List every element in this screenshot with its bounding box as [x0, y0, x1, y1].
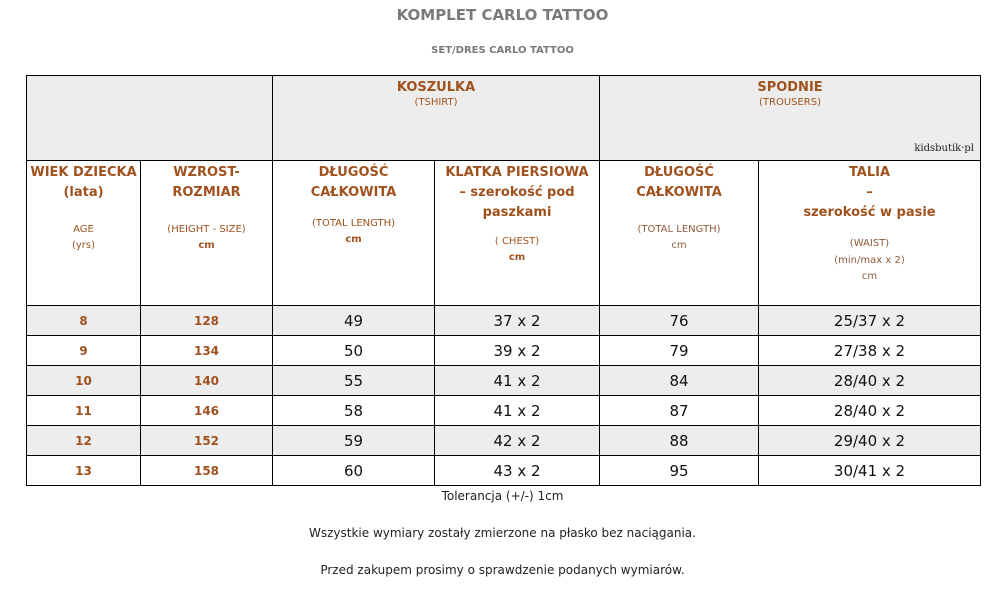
cell-trousers-length: 95 — [600, 456, 759, 486]
cell-waist: 29/40 x 2 — [759, 426, 981, 456]
header-trousers-length-l1: DŁUGOŚĆ — [644, 165, 714, 180]
group-trousers — [600, 76, 981, 161]
table-row — [27, 456, 981, 486]
header-size-unit: cm — [198, 240, 215, 251]
header-chest-l2: – szerokość pod — [459, 185, 575, 200]
cell-tshirt-length: 55 — [273, 366, 435, 396]
group-header-row — [27, 76, 981, 161]
cell-tshirt-length: 59 — [273, 426, 435, 456]
check-note: Przed zakupem prosimy o sprawdzenie podanych wymiarów. — [320, 563, 685, 577]
header-waist-l3: szerokość w pasie — [803, 205, 936, 220]
size-table — [26, 75, 981, 486]
tolerance-note: Tolerancja (+/-) 1cm — [441, 489, 564, 503]
header-trousers-length-l2: CAŁKOWITA — [636, 185, 722, 200]
brand-watermark: kidsbutik·pl — [914, 143, 974, 154]
group-tshirt-sub: (TSHIRT) — [414, 97, 458, 108]
cell-trousers-length: 87 — [600, 396, 759, 426]
cell-tshirt-length: 60 — [273, 456, 435, 486]
cell-tshirt-length: 49 — [273, 306, 435, 336]
cell-chest: 37 x 2 — [435, 306, 600, 336]
cell-chest: 41 x 2 — [435, 366, 600, 396]
cell-age: 12 — [27, 426, 141, 456]
cell-size: 134 — [141, 336, 273, 366]
cell-trousers-length: 76 — [600, 306, 759, 336]
group-trousers-label: SPODNIE — [757, 80, 823, 95]
group-tshirt-label: KOSZULKA — [396, 80, 476, 95]
header-trousers-length — [600, 161, 759, 306]
header-age-sub: AGE — [73, 224, 94, 235]
group-tshirt — [273, 76, 600, 161]
cell-age: 11 — [27, 396, 141, 426]
cell-size: 140 — [141, 366, 273, 396]
table-row — [27, 336, 981, 366]
header-trousers-length-unit: cm — [671, 240, 687, 251]
header-waist-l2: – — [866, 185, 873, 200]
cell-waist: 27/38 x 2 — [759, 336, 981, 366]
cell-chest: 41 x 2 — [435, 396, 600, 426]
cell-size: 128 — [141, 306, 273, 336]
table-row — [27, 396, 981, 426]
header-age-unit: (yrs) — [71, 240, 96, 251]
header-age-l1: WIEK DZIECKA — [30, 165, 137, 180]
header-waist-l1: TALIA — [848, 165, 891, 180]
size-table-body — [27, 306, 981, 486]
header-tshirt-length-l1: DŁUGOŚĆ — [318, 165, 389, 180]
page-title: KOMPLET CARLO TATTOO — [396, 6, 609, 24]
cell-chest: 43 x 2 — [435, 456, 600, 486]
table-row — [27, 306, 981, 336]
table-row — [27, 366, 981, 396]
cell-trousers-length: 84 — [600, 366, 759, 396]
cell-trousers-length: 88 — [600, 426, 759, 456]
cell-waist: 25/37 x 2 — [759, 306, 981, 336]
header-chest — [435, 161, 600, 306]
table-row — [27, 426, 981, 456]
cell-waist: 28/40 x 2 — [759, 366, 981, 396]
cell-chest: 39 x 2 — [435, 336, 600, 366]
cell-size: 158 — [141, 456, 273, 486]
header-size — [141, 161, 273, 306]
header-trousers-length-sub: (TOTAL LENGTH) — [637, 224, 721, 235]
header-chest-unit: cm — [508, 252, 526, 263]
page-subtitle: SET/DRES CARLO TATTOO — [431, 45, 574, 56]
cell-age: 10 — [27, 366, 141, 396]
header-tshirt-length — [273, 161, 435, 306]
cell-tshirt-length: 50 — [273, 336, 435, 366]
header-size-l1: WZROST- — [173, 165, 240, 180]
header-waist — [759, 161, 981, 306]
cell-age: 8 — [27, 306, 141, 336]
cell-tshirt-length: 58 — [273, 396, 435, 426]
column-header-row — [27, 161, 981, 306]
header-tshirt-length-unit: cm — [345, 234, 362, 245]
cell-age: 9 — [27, 336, 141, 366]
measurement-note: Wszystkie wymiary zostały zmierzone na płasko bez naciągania. — [309, 526, 696, 540]
header-chest-sub: ( CHEST) — [494, 236, 540, 247]
header-waist-sub: (WAIST) — [849, 238, 890, 249]
cell-size: 146 — [141, 396, 273, 426]
header-size-sub: (HEIGHT - SIZE) — [167, 224, 246, 235]
group-trousers-sub: (TROUSERS) — [758, 97, 821, 108]
group-empty-cell — [27, 76, 273, 161]
header-tshirt-length-sub: (TOTAL LENGTH) — [311, 218, 396, 229]
cell-size: 152 — [141, 426, 273, 456]
header-age-l2: (lata) — [63, 185, 104, 200]
header-tshirt-length-l2: CAŁKOWITA — [310, 185, 397, 200]
header-age — [27, 161, 141, 306]
header-size-l2: ROZMIAR — [172, 185, 241, 200]
header-waist-sub2: (min/max x 2) — [834, 255, 905, 266]
header-chest-l3: paszkami — [482, 205, 552, 220]
cell-age: 13 — [27, 456, 141, 486]
cell-waist: 28/40 x 2 — [759, 396, 981, 426]
header-chest-l1: KLATKA PIERSIOWA — [445, 165, 589, 180]
cell-trousers-length: 79 — [600, 336, 759, 366]
cell-chest: 42 x 2 — [435, 426, 600, 456]
header-waist-unit: cm — [861, 271, 878, 282]
cell-waist: 30/41 x 2 — [759, 456, 981, 486]
